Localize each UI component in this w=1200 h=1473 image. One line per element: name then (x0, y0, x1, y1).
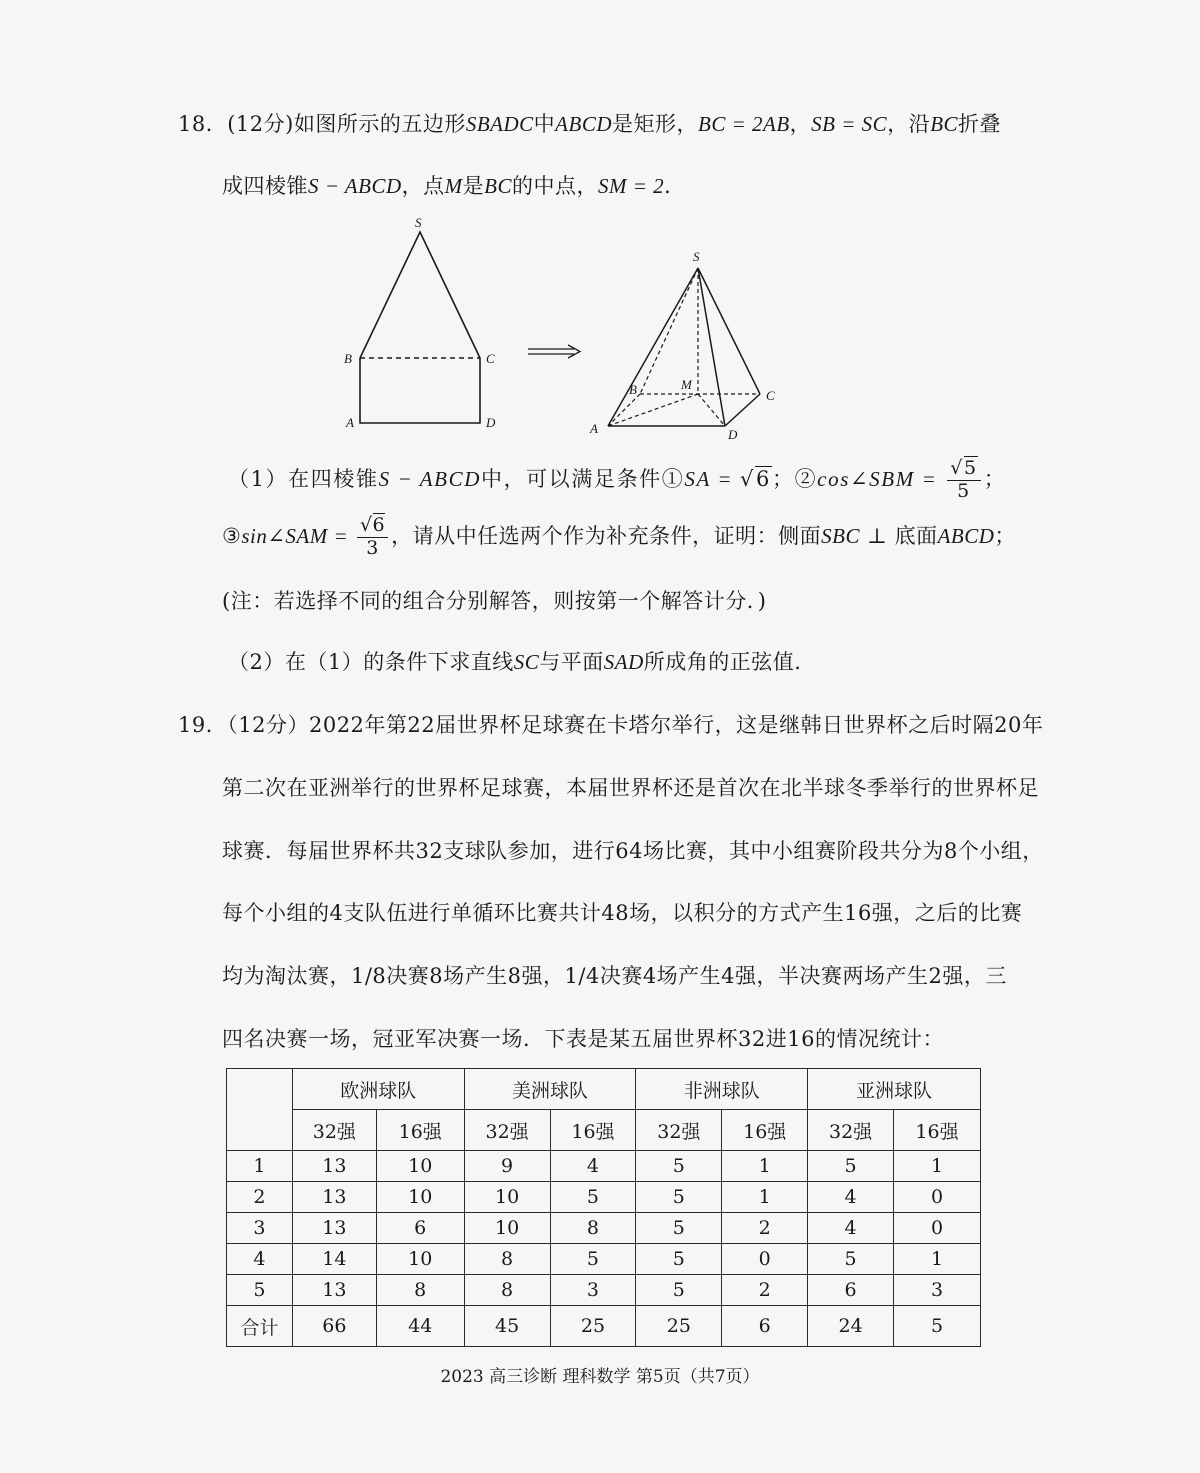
table-subheader: 16强 (550, 1110, 636, 1151)
table-cell: 5 (636, 1151, 722, 1182)
table-corner-cell (227, 1069, 293, 1151)
table-row (227, 1275, 981, 1306)
q19-line-6: 四名决赛一场，冠亚军决赛一场．下表是某五届世界杯32进16的情况统计： (222, 1027, 944, 1051)
table-row (227, 1182, 981, 1213)
q19-line-4: 每个小组的4支队伍进行单循环比赛共计48场，以积分的方式产生16强，之后的比赛 (222, 901, 1023, 925)
row-label: 1 (227, 1151, 293, 1182)
table-cell: 13 (292, 1213, 376, 1244)
q18-text: ； (994, 523, 1016, 548)
table-cell: 25 (550, 1306, 636, 1347)
line-sc: SC (513, 650, 540, 674)
q19-line-1 (178, 709, 1043, 739)
fig-label-s: S (415, 215, 422, 230)
frac-sqrt5-5: $\frac{√5}{5}$ (947, 458, 980, 503)
table-subheader: 16强 (376, 1110, 464, 1151)
cond-cos: cos∠SBM = (817, 466, 945, 491)
table-subheader: 16强 (894, 1110, 981, 1151)
fig-label-a: A (346, 415, 354, 430)
table-cell: 6 (808, 1275, 894, 1306)
q19-number: 19． (178, 713, 228, 737)
q18-part1-line2 (222, 515, 1016, 560)
q18-shape: SBADC (465, 112, 534, 136)
q18-rect: ABCD (555, 112, 612, 136)
table-subheader: 32强 (292, 1110, 376, 1151)
table-cell: 0 (894, 1213, 981, 1244)
table-cell: 6 (376, 1213, 464, 1244)
cond-sa: SA = (684, 466, 741, 491)
q18-text: ⊥ 底面 (859, 523, 938, 548)
q19-score: （12分） (227, 713, 309, 737)
q18-text: ，点 (401, 174, 445, 198)
table-cell: 10 (464, 1182, 550, 1213)
fig-label-d: D (728, 427, 738, 442)
table-cell: 13 (292, 1151, 376, 1182)
q18-pyramid: S − ABCD (308, 174, 402, 198)
table-cell: 5 (636, 1182, 722, 1213)
table-cell: 0 (722, 1244, 808, 1275)
q18-text: 折叠 (958, 112, 1002, 136)
q19-line-3: 球赛．每届世界杯共32支球队参加，进行64场比赛，其中小组赛阶段共分为8个小组， (222, 839, 1044, 863)
table-cell: 6 (722, 1306, 808, 1347)
page-footer: 2023 高三诊断 理科数学 第5页（共7页） (440, 1367, 760, 1387)
table-cell: 5 (808, 1151, 894, 1182)
table-cell: 5 (636, 1244, 722, 1275)
table-group-header: 非洲球队 (636, 1069, 808, 1110)
table-cell: 1 (894, 1151, 981, 1182)
table-cell: 1 (722, 1182, 808, 1213)
q18-text: 是 (462, 174, 485, 198)
table-cell: 8 (464, 1275, 550, 1306)
q18-part1-line1 (228, 458, 1006, 503)
sqrt-six: √6 (740, 466, 771, 491)
table-cell: 5 (636, 1275, 722, 1306)
q19-text: 2022年第22届世界杯足球赛在卡塔尔举行，这是继韩日世界杯之后时隔20年 (308, 713, 1044, 737)
table-cell: 66 (292, 1306, 376, 1347)
table-cell: 10 (376, 1182, 464, 1213)
q18-line-1: 18．(12分)如图所示的五边形SBADC中ABCD是矩形，BC = 2AB，SB = SC，沿BC折叠 (178, 112, 1002, 136)
table-cell: 0 (894, 1182, 981, 1213)
base-abcd: ABCD (937, 523, 995, 548)
table-subheader: 32强 (464, 1110, 550, 1151)
table-cell: 25 (636, 1306, 722, 1347)
radicand: 6 (756, 466, 771, 491)
worldcup-table (226, 1068, 981, 1347)
q18-text: 成四棱锥 (222, 174, 308, 198)
denominator: 5 (957, 479, 971, 502)
q18-bc: BC (484, 174, 512, 198)
table-cell: 45 (464, 1306, 550, 1347)
radicand: 5 (963, 457, 978, 479)
table-cell: 14 (292, 1244, 376, 1275)
q18-text: 所成角的正弦值. (643, 650, 802, 674)
table-group-header: 美洲球队 (464, 1069, 636, 1110)
table-row (227, 1213, 981, 1244)
q18-text: ； (983, 466, 1007, 491)
table-cell: 5 (894, 1306, 981, 1347)
q18-cond: BC = 2AB (698, 112, 790, 136)
q18-part2 (228, 646, 801, 676)
q19-line-2: 第二次在亚洲举行的世界杯足球赛，本届世界杯还是首次在北半球冬季举行的世界杯足 (222, 776, 1039, 800)
table-subheader-row (227, 1110, 981, 1151)
table-cell: 5 (808, 1244, 894, 1275)
face-sbc: SBC (821, 523, 860, 548)
q18-score: (12分) (227, 112, 294, 136)
q18-text: 如图所示的五边形 (293, 112, 466, 136)
table-cell: 10 (376, 1244, 464, 1275)
table-cell: 1 (722, 1151, 808, 1182)
table-cell: 13 (292, 1182, 376, 1213)
table-group-header: 亚洲球队 (808, 1069, 981, 1110)
q18-line-2: 成四棱锥S − ABCD，点M是BC的中点，SM = 2． (222, 174, 686, 198)
table-group-header: 欧洲球队 (292, 1069, 464, 1110)
row-label: 4 (227, 1244, 293, 1275)
table-cell: 5 (550, 1244, 636, 1275)
table-cell: 5 (550, 1182, 636, 1213)
pentagon-figure (330, 205, 520, 435)
table-cell: 8 (550, 1213, 636, 1244)
table-cell: 8 (376, 1275, 464, 1306)
table-cell: 10 (376, 1151, 464, 1182)
table-cell: 3 (894, 1275, 981, 1306)
table-cell: 4 (808, 1213, 894, 1244)
q18-text: ③ (222, 523, 242, 548)
q18-text: 与平面 (539, 650, 604, 674)
q18-text: 中 (533, 112, 556, 136)
table-cell: 13 (292, 1275, 376, 1306)
q18-text: 是矩形， (612, 112, 698, 136)
fig-label-a: A (590, 421, 598, 436)
table-cell: 8 (464, 1244, 550, 1275)
row-label: 5 (227, 1275, 293, 1306)
radicand: 6 (372, 514, 386, 536)
table-cell: 44 (376, 1306, 464, 1347)
row-label: 3 (227, 1213, 293, 1244)
q18-text: （2）在（1）的条件下求直线 (228, 650, 514, 674)
table-cell: 24 (808, 1306, 894, 1347)
fig-label-c: C (766, 388, 775, 403)
q19-line-5: 均为淘汰赛，1/8决赛8场产生8强，1/4决赛4场产生4强，半决赛两场产生2强，三 (222, 964, 1007, 988)
table-row (227, 1151, 981, 1182)
table-cell: 2 (722, 1213, 808, 1244)
row-label: 2 (227, 1182, 293, 1213)
table-cell: 4 (808, 1182, 894, 1213)
table-cell: 4 (550, 1151, 636, 1182)
table-cell: 9 (464, 1151, 550, 1182)
q18-pyramid: S − ABCD (378, 466, 481, 491)
table-header-row (227, 1069, 981, 1110)
table-subheader: 32强 (636, 1110, 722, 1151)
q18-text: 的中点， (511, 174, 598, 198)
q18-sm: SM = 2 (597, 174, 665, 198)
q18-text: （1）在四棱锥 (228, 466, 379, 491)
denominator: 3 (366, 536, 379, 559)
fig-label-c: C (486, 351, 495, 366)
table-cell: 3 (550, 1275, 636, 1306)
table-cell: 1 (894, 1244, 981, 1275)
fig-label-d: D (486, 415, 496, 430)
plane-sad: SAD (603, 650, 644, 674)
table-cell: 5 (636, 1213, 722, 1244)
table-subheader: 16强 (722, 1110, 808, 1151)
q18-cond: SB = SC (811, 112, 888, 136)
table-row (227, 1244, 981, 1275)
q18-text: ；② (771, 466, 818, 491)
q18-text: ，沿 (887, 112, 931, 136)
q18-text: 中，可以满足条件① (480, 466, 685, 491)
fig-label-m: M (681, 377, 692, 392)
table-total-row (227, 1306, 981, 1347)
frac-sqrt6-3: $\frac{√6}{3}$ (357, 515, 388, 560)
table-cell: 10 (464, 1213, 550, 1244)
fig-label-b: B (629, 382, 637, 397)
q18-bc: BC (930, 112, 959, 136)
table-cell: 2 (722, 1275, 808, 1306)
q18-note: (注：若选择不同的组合分别解答，则按第一个解答计分．) (222, 589, 767, 613)
fold-arrow (526, 343, 586, 361)
fig-label-b: B (344, 351, 352, 366)
q18-number: 18． (178, 112, 228, 136)
q18-m: M (444, 174, 463, 198)
pyramid-figure (580, 240, 790, 450)
fig-label-s: S (693, 249, 700, 264)
table-subheader: 32强 (808, 1110, 894, 1151)
row-label: 合计 (227, 1306, 293, 1347)
cond-sin: sin∠SAM = (241, 523, 354, 548)
q18-text: ，请从中任选两个作为补充条件，证明：侧面 (391, 523, 822, 548)
